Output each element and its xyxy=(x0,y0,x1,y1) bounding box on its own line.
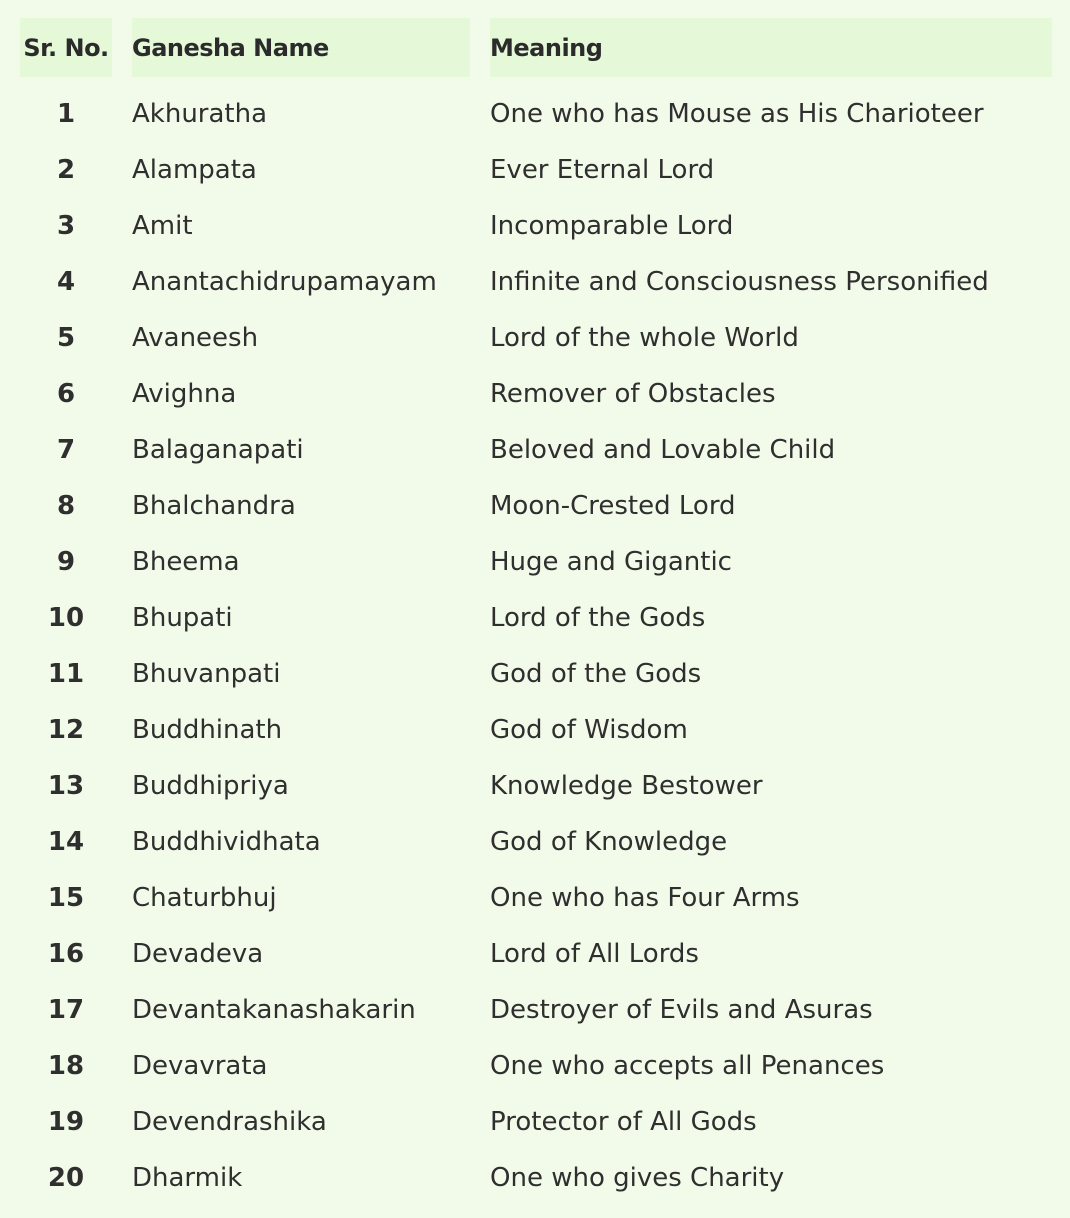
row-sr-no: 20 xyxy=(47,1163,85,1193)
table-row xyxy=(20,86,1052,142)
header-sr-no: Sr. No. xyxy=(20,18,112,77)
table-row xyxy=(20,1150,1052,1206)
row-ganesha-name: Avighna xyxy=(132,379,237,409)
table-row xyxy=(20,534,1052,590)
table-row xyxy=(20,1038,1052,1094)
row-sr-no: 8 xyxy=(56,491,76,521)
row-meaning: Incomparable Lord xyxy=(490,211,734,241)
row-ganesha-name: Bhuvanpati xyxy=(132,659,281,689)
row-meaning: Knowledge Bestower xyxy=(490,771,763,801)
ganesha-names-table xyxy=(20,18,1052,1206)
table-row xyxy=(20,198,1052,254)
header-ganesha-name: Ganesha Name xyxy=(132,18,470,77)
row-sr-no: 5 xyxy=(56,323,76,353)
table-row xyxy=(20,702,1052,758)
row-ganesha-name: Buddhinath xyxy=(132,715,283,745)
row-sr-no: 17 xyxy=(47,995,85,1025)
table-row xyxy=(20,142,1052,198)
row-meaning: God of Knowledge xyxy=(490,827,728,857)
table-body xyxy=(20,86,1052,1206)
row-meaning: Beloved and Lovable Child xyxy=(490,435,836,465)
row-ganesha-name: Balaganapati xyxy=(132,435,304,465)
table-row xyxy=(20,1094,1052,1150)
row-ganesha-name: Avaneesh xyxy=(132,323,259,353)
row-sr-no: 1 xyxy=(56,99,76,129)
row-sr-no: 2 xyxy=(56,155,76,185)
row-ganesha-name: Amit xyxy=(132,211,193,241)
row-meaning: Moon-Crested Lord xyxy=(490,491,736,521)
row-meaning: One who gives Charity xyxy=(490,1163,785,1193)
row-ganesha-name: Buddhipriya xyxy=(132,771,289,801)
table-row xyxy=(20,814,1052,870)
row-ganesha-name: Dharmik xyxy=(132,1163,243,1193)
row-ganesha-name: Devantakanashakarin xyxy=(132,995,416,1025)
table-row xyxy=(20,926,1052,982)
header-meaning: Meaning xyxy=(490,18,1052,77)
row-ganesha-name: Anantachidrupamayam xyxy=(132,267,437,297)
row-sr-no: 13 xyxy=(47,771,85,801)
row-meaning: God of Wisdom xyxy=(490,715,688,745)
row-ganesha-name: Alampata xyxy=(132,155,257,185)
row-meaning: Remover of Obstacles xyxy=(490,379,776,409)
row-sr-no: 12 xyxy=(47,715,85,745)
row-meaning: Protector of All Gods xyxy=(490,1107,757,1137)
row-ganesha-name: Bhalchandra xyxy=(132,491,296,521)
row-sr-no: 3 xyxy=(56,211,76,241)
row-meaning: God of the Gods xyxy=(490,659,702,689)
row-sr-no: 11 xyxy=(47,659,85,689)
table-row xyxy=(20,758,1052,814)
row-ganesha-name: Devendrashika xyxy=(132,1107,327,1137)
table-header-row xyxy=(20,18,1052,77)
row-sr-no: 6 xyxy=(56,379,76,409)
table-row xyxy=(20,310,1052,366)
table-row xyxy=(20,422,1052,478)
row-meaning: Huge and Gigantic xyxy=(490,547,732,577)
table-row xyxy=(20,254,1052,310)
table-row xyxy=(20,870,1052,926)
row-sr-no: 19 xyxy=(47,1107,85,1137)
row-sr-no: 15 xyxy=(47,883,85,913)
table-row xyxy=(20,478,1052,534)
table-row xyxy=(20,982,1052,1038)
row-sr-no: 4 xyxy=(56,267,76,297)
row-ganesha-name: Buddhividhata xyxy=(132,827,321,857)
row-meaning: One who has Mouse as His Charioteer xyxy=(490,99,984,129)
table-row xyxy=(20,366,1052,422)
row-meaning: One who has Four Arms xyxy=(490,883,800,913)
row-ganesha-name: Bhupati xyxy=(132,603,233,633)
row-meaning: Lord of the Gods xyxy=(490,603,706,633)
row-ganesha-name: Devadeva xyxy=(132,939,264,969)
row-meaning: Ever Eternal Lord xyxy=(490,155,715,185)
table-row xyxy=(20,646,1052,702)
row-sr-no: 18 xyxy=(47,1051,85,1081)
row-ganesha-name: Chaturbhuj xyxy=(132,883,277,913)
row-sr-no: 14 xyxy=(47,827,85,857)
table-row xyxy=(20,590,1052,646)
row-meaning: One who accepts all Penances xyxy=(490,1051,885,1081)
row-ganesha-name: Akhuratha xyxy=(132,99,268,129)
row-sr-no: 10 xyxy=(47,603,85,633)
row-meaning: Lord of All Lords xyxy=(490,939,699,969)
row-meaning: Destroyer of Evils and Asuras xyxy=(490,995,873,1025)
row-ganesha-name: Bheema xyxy=(132,547,240,577)
row-meaning: Lord of the whole World xyxy=(490,323,799,353)
row-sr-no: 16 xyxy=(47,939,85,969)
row-sr-no: 7 xyxy=(56,435,76,465)
row-ganesha-name: Devavrata xyxy=(132,1051,268,1081)
row-meaning: Infinite and Consciousness Personified xyxy=(490,267,989,297)
row-sr-no: 9 xyxy=(56,547,76,577)
